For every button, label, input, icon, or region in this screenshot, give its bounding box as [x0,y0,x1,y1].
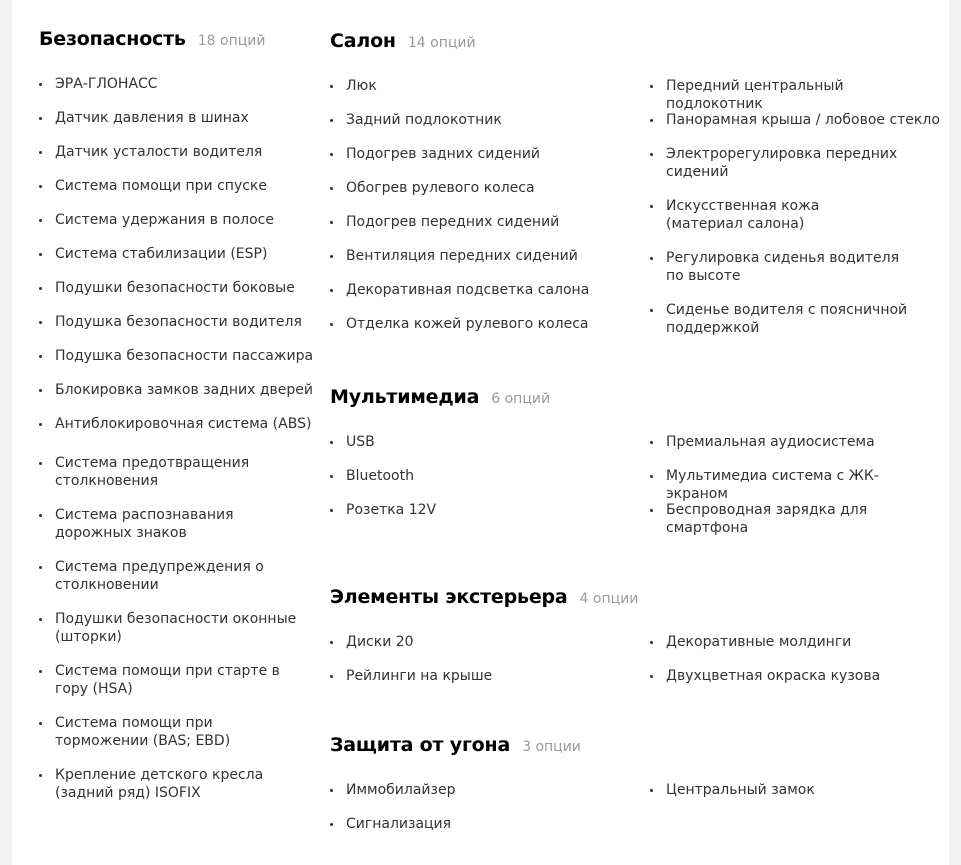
list-item: Иммобилайзер [330,781,630,799]
bullet-icon [39,722,42,725]
bullet-icon [330,675,333,678]
list-item: Подогрев передних сидений [330,213,630,231]
bullet-icon [650,205,653,208]
bullet-icon [39,253,42,256]
bullet-icon [650,789,653,792]
bullet-icon [39,219,42,222]
list-item: Двухцветная окраска кузова [650,667,940,685]
list-item: Мультимедиа система с ЖК-экраном [650,467,940,503]
list-item: Сигнализация [330,815,630,833]
options-card [12,0,949,865]
list-item: Система удержания в полосе [39,211,314,229]
bullet-icon [330,255,333,258]
list-item: Bluetooth [330,467,630,485]
section-count: 18 опций [197,33,266,49]
bullet-icon [39,83,42,86]
section-header [330,30,476,52]
bullet-icon [330,789,333,792]
section-count: 3 опции [522,739,581,755]
list-item: Задний подлокотник [330,111,630,129]
section-count: 14 опций [407,35,476,51]
bullet-icon [330,85,333,88]
bullet-icon [650,309,653,312]
bullet-icon [650,675,653,678]
bullet-icon [39,321,42,324]
list-item: Блокировка замков задних дверей [39,381,314,399]
bullet-icon [39,389,42,392]
list-item: ЭРА-ГЛОНАСС [39,75,314,93]
list-item: Искусственная кожа (материал салона) [650,197,900,233]
list-item: Крепление детского кресла (задний ряд) ISOFIX [39,766,301,802]
bullet-icon [650,475,653,478]
section-count: 6 опций [491,391,551,407]
list-item: Передний центральный подлокотник [650,77,940,113]
section-multimedia [330,386,550,408]
list-item: Система помощи при торможении (BAS; EBD) [39,714,301,750]
list-item: Система предотвращения столкновения [39,454,301,490]
bullet-icon [330,323,333,326]
bullet-icon [650,153,653,156]
list-item: Подушки безопасности оконные (шторки) [39,610,301,646]
list-item: Диски 20 [330,633,630,651]
bullet-icon [330,509,333,512]
list-item: Система распознавания дорожных знаков [39,506,301,542]
section-header [330,734,581,756]
bullet-icon [330,153,333,156]
bullet-icon [39,670,42,673]
list-item: Электрорегулировка передних сидений [650,145,900,181]
list-item: Рейлинги на крыше [330,667,630,685]
section-header [330,386,550,408]
list-item: Вентиляция передних сидений [330,247,630,265]
list-item: Датчик давления в шинах [39,109,314,127]
list-item: Система помощи при спуске [39,177,314,195]
list-item: Розетка 12V [330,501,630,519]
bullet-icon [39,117,42,120]
bullet-icon [330,289,333,292]
bullet-icon [330,119,333,122]
bullet-icon [330,475,333,478]
bullet-icon [330,221,333,224]
bullet-icon [39,774,42,777]
list-item: Антиблокировочная система (ABS) [39,415,314,433]
list-item: Люк [330,77,630,95]
bullet-icon [650,641,653,644]
bullet-icon [39,151,42,154]
bullet-icon [39,618,42,621]
bullet-icon [650,85,653,88]
list-item: Премиальная аудиосистема [650,433,940,451]
bullet-icon [650,119,653,122]
list-item: Подушки безопасности боковые [39,279,314,297]
section-title: Мультимедиа [330,386,480,408]
list-item: Декоративные молдинги [650,633,940,651]
list-item: Обогрев рулевого колеса [330,179,630,197]
bullet-icon [39,185,42,188]
list-item: Подушка безопасности пассажира [39,347,314,365]
section-count: 4 опции [579,591,639,607]
section-exterior [330,586,638,608]
bullet-icon [330,441,333,444]
list-item: Отделка кожей рулевого колеса [330,315,630,333]
bullet-icon [650,509,653,512]
bullet-icon [650,257,653,260]
list-item: Система предупреждения о столкновении [39,558,301,594]
section-title: Элементы экстерьера [330,586,568,608]
section-antitheft [330,734,581,756]
list-item: Подушка безопасности водителя [39,313,314,331]
bullet-icon [39,355,42,358]
list-item: Система стабилизации (ESP) [39,245,314,263]
section-safety [39,28,265,50]
list-item: USB [330,433,630,451]
list-item: Система помощи при старте в гору (HSA) [39,662,301,698]
section-title: Салон [330,30,396,52]
bullet-icon [330,641,333,644]
list-item: Подогрев задних сидений [330,145,630,163]
section-title: Безопасность [39,28,186,50]
section-title: Защита от угона [330,734,511,756]
list-item: Регулировка сиденья водителя по высоте [650,249,920,285]
section-header [330,586,638,608]
bullet-icon [39,287,42,290]
list-item: Панорамная крыша / лобовое стекло [650,111,940,129]
bullet-icon [330,823,333,826]
bullet-icon [39,462,42,465]
list-item: Сиденье водителя с поясничной поддержкой [650,301,910,337]
bullet-icon [39,423,42,426]
list-item: Декоративная подсветка салона [330,281,630,299]
list-item: Беспроводная зарядка для смартфона [650,501,880,537]
section-header [39,28,265,50]
bullet-icon [39,514,42,517]
list-item: Датчик усталости водителя [39,143,314,161]
bullet-icon [650,441,653,444]
list-item: Центральный замок [650,781,940,799]
section-interior [330,30,476,52]
bullet-icon [39,566,42,569]
bullet-icon [330,187,333,190]
